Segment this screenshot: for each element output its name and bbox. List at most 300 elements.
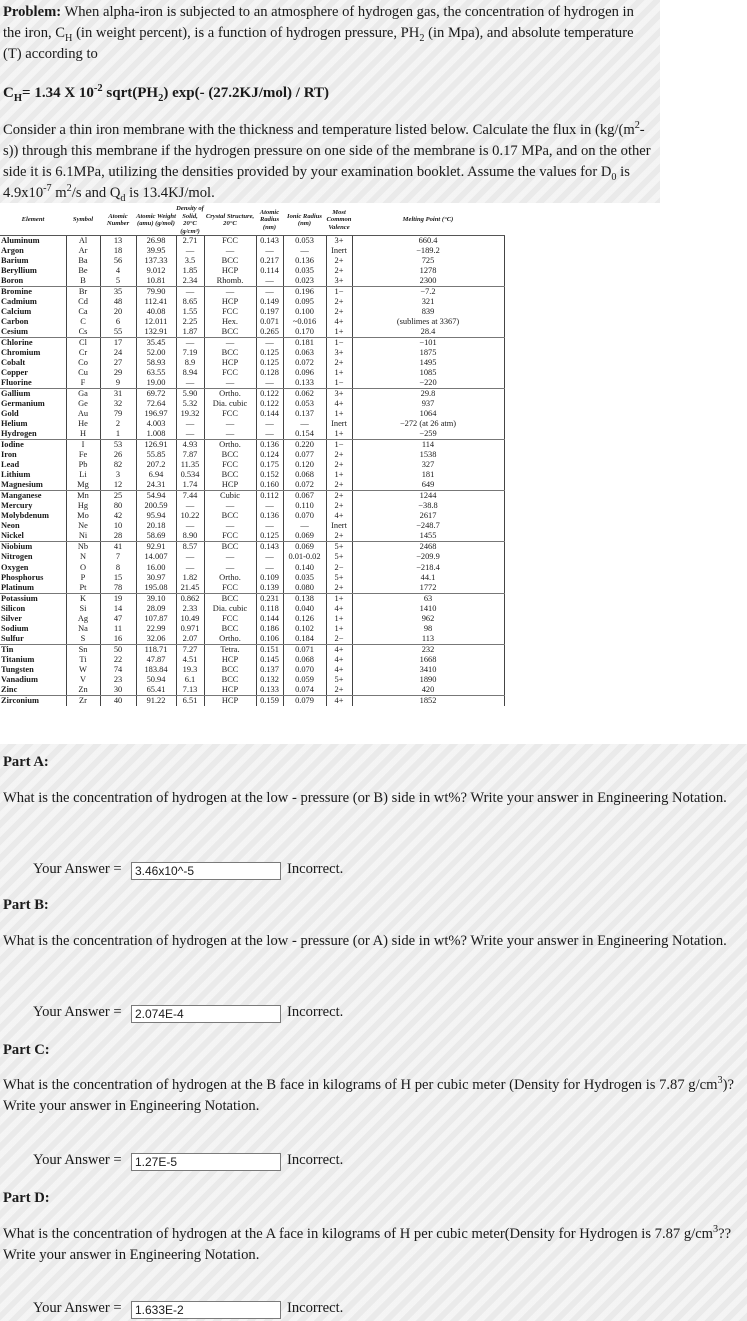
table-cell: —	[256, 563, 283, 573]
element-name-cell: Bromine	[0, 287, 66, 298]
table-cell: −259	[352, 429, 504, 440]
table-cell: —	[176, 338, 204, 349]
table-cell: Dia. cubic	[204, 604, 256, 614]
table-cell: Nb	[66, 542, 100, 553]
table-cell: 0.159	[256, 695, 283, 706]
table-header-cell: Symbol	[66, 205, 100, 236]
table-row	[0, 307, 504, 317]
element-name-cell: Manganese	[0, 491, 66, 502]
table-cell: 17	[100, 338, 136, 349]
table-cell: Ag	[66, 614, 100, 624]
table-cell: −101	[352, 338, 504, 349]
table-row	[0, 573, 504, 583]
element-name-cell: Aluminum	[0, 236, 66, 247]
table-cell: 107.87	[136, 614, 176, 624]
table-cell: 3+	[326, 236, 352, 247]
consider-f: is 13.4KJ/mol.	[125, 185, 215, 201]
part-d-answer-input[interactable]: 1.633E-2	[131, 1301, 281, 1319]
table-cell: —	[204, 563, 256, 573]
table-cell: 132.91	[136, 327, 176, 338]
table-cell: 0.01-0.02	[283, 552, 326, 562]
element-name-cell: Tin	[0, 644, 66, 655]
consider-sub0: 0	[611, 171, 617, 183]
table-cell: HCP	[204, 480, 256, 491]
table-cell: 95.94	[136, 511, 176, 521]
problem-label: Problem:	[3, 4, 62, 20]
element-name-cell: Sulfur	[0, 634, 66, 645]
table-cell: 4+	[326, 695, 352, 706]
table-cell: 0.062	[283, 389, 326, 400]
problem-sub-2: 2	[419, 32, 425, 44]
table-cell: —	[256, 246, 283, 256]
table-cell: 232	[352, 644, 504, 655]
part-d-question	[3, 1224, 743, 1266]
table-row	[0, 378, 504, 389]
table-cell: 0.080	[283, 583, 326, 594]
table-cell: 42	[100, 511, 136, 521]
table-cell: 11.35	[176, 460, 204, 470]
problem-text-2: (in weight percent), is a function of hydrogen pressure, PH	[72, 25, 420, 41]
table-cell: 2−	[326, 634, 352, 645]
table-row	[0, 348, 504, 358]
table-cell: 0.109	[256, 573, 283, 583]
table-cell: Al	[66, 236, 100, 247]
table-cell: 0.053	[283, 236, 326, 247]
table-row	[0, 287, 504, 298]
table-cell: BCC	[204, 511, 256, 521]
table-cell: 40	[100, 695, 136, 706]
part-b-answer-input[interactable]: 2.074E-4	[131, 1005, 281, 1023]
table-cell: 0.186	[256, 624, 283, 634]
table-row	[0, 675, 504, 685]
part-b-answer-label: Your Answer =	[33, 1004, 122, 1020]
table-cell: He	[66, 419, 100, 429]
table-cell: 4+	[326, 399, 352, 409]
table-cell: 2+	[326, 256, 352, 266]
table-cell: HCP	[204, 695, 256, 706]
table-cell: 6.51	[176, 695, 204, 706]
table-cell: 0.143	[256, 542, 283, 553]
table-cell: 8.94	[176, 368, 204, 378]
table-cell: —	[204, 552, 256, 562]
table-cell: 50	[100, 644, 136, 655]
table-cell: HCP	[204, 655, 256, 665]
element-name-cell: Fluorine	[0, 378, 66, 389]
table-cell: HCP	[204, 685, 256, 696]
table-cell: 0.133	[283, 378, 326, 389]
table-cell: 839	[352, 307, 504, 317]
table-cell: 1	[100, 429, 136, 440]
table-cell: Mg	[66, 480, 100, 491]
table-cell: 12.011	[136, 317, 176, 327]
table-cell: −189.2	[352, 246, 504, 256]
eq-part-b: sqrt(PH	[102, 85, 159, 101]
table-cell: W	[66, 665, 100, 675]
table-row	[0, 552, 504, 562]
table-cell: 0.136	[283, 256, 326, 266]
table-cell: 0.096	[283, 368, 326, 378]
table-cell: —	[283, 246, 326, 256]
table-cell: 0.120	[283, 460, 326, 470]
table-cell: 63.55	[136, 368, 176, 378]
table-cell: —	[176, 378, 204, 389]
table-cell: 0.128	[256, 368, 283, 378]
table-cell: 8.9	[176, 358, 204, 368]
part-a-answer-input[interactable]: 3.46x10^-5	[131, 862, 281, 880]
table-cell: 0.077	[283, 450, 326, 460]
table-cell: 32	[100, 399, 136, 409]
table-cell: HCP	[204, 297, 256, 307]
table-cell: 0.067	[283, 491, 326, 502]
table-cell: 0.126	[283, 614, 326, 624]
table-cell: 0.154	[283, 429, 326, 440]
table-cell: 0.071	[283, 644, 326, 655]
table-cell: 0.160	[256, 480, 283, 491]
table-cell: Ortho.	[204, 440, 256, 451]
table-cell: 58.69	[136, 531, 176, 542]
table-cell: Cr	[66, 348, 100, 358]
table-cell: 5+	[326, 552, 352, 562]
table-cell: 6.94	[136, 470, 176, 480]
table-cell: 3+	[326, 389, 352, 400]
table-cell: 14	[100, 604, 136, 614]
table-cell: 55.85	[136, 450, 176, 460]
element-name-cell: Gold	[0, 409, 66, 419]
table-cell: Hg	[66, 501, 100, 511]
table-cell: 30	[100, 685, 136, 696]
table-row	[0, 542, 504, 553]
table-cell: 0.197	[256, 307, 283, 317]
table-row	[0, 276, 504, 287]
table-cell: 4.51	[176, 655, 204, 665]
table-cell: C	[66, 317, 100, 327]
table-cell: 112.41	[136, 297, 176, 307]
table-cell: 0.184	[283, 634, 326, 645]
element-name-cell: Nickel	[0, 531, 66, 542]
consider-d: m	[51, 185, 67, 201]
table-cell: 31	[100, 389, 136, 400]
table-cell: Dia. cubic	[204, 399, 256, 409]
table-cell: 26	[100, 450, 136, 460]
table-cell: 2.33	[176, 604, 204, 614]
table-cell: 98	[352, 624, 504, 634]
table-row	[0, 450, 504, 460]
table-cell: 18	[100, 246, 136, 256]
table-header-cell: Atomic Number	[100, 205, 136, 236]
table-cell: FCC	[204, 614, 256, 624]
table-cell: 0.079	[283, 695, 326, 706]
table-cell: —	[256, 378, 283, 389]
table-cell: 0.112	[256, 491, 283, 502]
table-cell: 0.059	[283, 675, 326, 685]
table-cell: −7.2	[352, 287, 504, 298]
table-row	[0, 256, 504, 266]
part-d-label: Part D:	[3, 1190, 50, 1206]
table-cell: 0.181	[283, 338, 326, 349]
part-c-answer-input[interactable]: 1.27E-5	[131, 1153, 281, 1171]
table-cell: 21.45	[176, 583, 204, 594]
table-cell: −272 (at 26 atm)	[352, 419, 504, 429]
table-cell: 8.57	[176, 542, 204, 553]
table-cell: 28	[100, 531, 136, 542]
table-row	[0, 685, 504, 696]
table-row	[0, 521, 504, 531]
part-d-question-a: What is the concentration of hydrogen at the A face in kilograms of H per cubic meter(Density for Hydrogen is 7.87 g/cm	[3, 1226, 714, 1242]
table-cell: Ortho.	[204, 389, 256, 400]
table-cell: B	[66, 276, 100, 287]
table-row	[0, 624, 504, 634]
table-cell: 2+	[326, 297, 352, 307]
table-cell: —	[256, 276, 283, 287]
table-cell: —	[256, 501, 283, 511]
table-cell: 79.90	[136, 287, 176, 298]
table-cell: 0.144	[256, 409, 283, 419]
table-cell: V	[66, 675, 100, 685]
table-cell: 1455	[352, 531, 504, 542]
table-cell: —	[283, 521, 326, 531]
table-cell: Ca	[66, 307, 100, 317]
table-cell: 20.18	[136, 521, 176, 531]
table-cell: 5+	[326, 573, 352, 583]
eq-sub-2: 2	[158, 93, 164, 104]
table-cell: Rhomb.	[204, 276, 256, 287]
table-cell: 2+	[326, 480, 352, 491]
table-cell: Ortho.	[204, 634, 256, 645]
table-cell: —	[256, 552, 283, 562]
table-cell: 0.152	[256, 470, 283, 480]
table-cell: 0.136	[256, 440, 283, 451]
table-cell: 19.3	[176, 665, 204, 675]
element-name-cell: Argon	[0, 246, 66, 256]
table-cell: 0.125	[256, 348, 283, 358]
table-cell: 1−	[326, 440, 352, 451]
table-cell: 321	[352, 297, 504, 307]
table-cell: 1+	[326, 624, 352, 634]
table-cell: —	[204, 287, 256, 298]
table-cell: 0.170	[283, 327, 326, 338]
part-d-question-sup: 3	[713, 1224, 719, 1236]
consider-sup2: -7	[43, 183, 52, 195]
table-cell: 19.00	[136, 378, 176, 389]
table-cell: —	[176, 287, 204, 298]
table-row	[0, 338, 504, 349]
table-cell: 649	[352, 480, 504, 491]
consider-e: /s and Q	[71, 185, 121, 201]
table-cell: Pt	[66, 583, 100, 594]
table-cell: Inert	[326, 419, 352, 429]
table-cell: H	[66, 429, 100, 440]
table-row	[0, 593, 504, 604]
table-cell: 0.035	[283, 266, 326, 276]
element-name-cell: Nitrogen	[0, 552, 66, 562]
part-a-label: Part A:	[3, 754, 49, 770]
table-cell: 91.22	[136, 695, 176, 706]
table-cell: —	[204, 419, 256, 429]
table-cell: FCC	[204, 460, 256, 470]
table-cell: 7.87	[176, 450, 204, 460]
table-cell: 0.122	[256, 389, 283, 400]
table-cell: 0.102	[283, 624, 326, 634]
table-cell: Cu	[66, 368, 100, 378]
table-cell: 92.91	[136, 542, 176, 553]
element-name-cell: Boron	[0, 276, 66, 287]
consider-a: Consider a thin iron membrane with the thickness and temperature listed below. Calculate the flux in (kg/(m	[3, 122, 635, 138]
table-cell: Ni	[66, 531, 100, 542]
table-cell: 0.070	[283, 511, 326, 521]
element-name-cell: Neon	[0, 521, 66, 531]
table-cell: 35.45	[136, 338, 176, 349]
table-cell: 2+	[326, 358, 352, 368]
table-cell: 29.8	[352, 389, 504, 400]
table-row	[0, 634, 504, 645]
table-cell: —	[256, 419, 283, 429]
table-cell: 0.217	[256, 256, 283, 266]
part-a-question: What is the concentration of hydrogen at the low - pressure (or B) side in wt%? Write your answer in Engineering Notation.	[3, 790, 727, 806]
table-cell: —	[176, 501, 204, 511]
table-cell: 54.94	[136, 491, 176, 502]
table-cell: 2+	[326, 266, 352, 276]
table-cell: 7.27	[176, 644, 204, 655]
table-cell: 58.93	[136, 358, 176, 368]
table-cell: 0.136	[256, 511, 283, 521]
table-cell: —	[176, 419, 204, 429]
table-cell: 0.231	[256, 593, 283, 604]
table-cell: 0.095	[283, 297, 326, 307]
table-cell: 7.44	[176, 491, 204, 502]
table-cell: 0.035	[283, 573, 326, 583]
element-name-cell: Potassium	[0, 593, 66, 604]
table-cell: 10.49	[176, 614, 204, 624]
table-cell: 0.053	[283, 399, 326, 409]
element-name-cell: Platinum	[0, 583, 66, 594]
table-cell: Zr	[66, 695, 100, 706]
table-cell: Ortho.	[204, 573, 256, 583]
table-row	[0, 409, 504, 419]
table-cell: —	[204, 429, 256, 440]
table-cell: 0.265	[256, 327, 283, 338]
table-cell: 50.94	[136, 675, 176, 685]
table-header-cell: Element	[0, 205, 66, 236]
table-cell: 0.125	[256, 358, 283, 368]
table-cell: 19.32	[176, 409, 204, 419]
element-name-cell: Cobalt	[0, 358, 66, 368]
element-name-cell: Copper	[0, 368, 66, 378]
table-cell: 1.85	[176, 266, 204, 276]
table-cell: 0.040	[283, 604, 326, 614]
table-cell: 2+	[326, 491, 352, 502]
table-cell: 1+	[326, 409, 352, 419]
element-name-cell: Germanium	[0, 399, 66, 409]
table-cell: —	[256, 338, 283, 349]
table-cell: 2468	[352, 542, 504, 553]
table-cell: 1.74	[176, 480, 204, 491]
table-cell: 2+	[326, 307, 352, 317]
element-name-cell: Cadmium	[0, 297, 66, 307]
element-name-cell: Lead	[0, 460, 66, 470]
table-cell: 32.06	[136, 634, 176, 645]
table-cell: ~0.016	[283, 317, 326, 327]
table-cell: 4.93	[176, 440, 204, 451]
table-cell: 6	[100, 317, 136, 327]
table-cell: 183.84	[136, 665, 176, 675]
table-row	[0, 429, 504, 440]
element-name-cell: Zirconium	[0, 695, 66, 706]
table-cell: BCC	[204, 665, 256, 675]
table-cell: 0.068	[283, 655, 326, 665]
table-cell: Cl	[66, 338, 100, 349]
table-cell: —	[176, 429, 204, 440]
table-cell: Cd	[66, 297, 100, 307]
table-cell: Ge	[66, 399, 100, 409]
part-a-answer-label: Your Answer =	[33, 861, 122, 877]
element-name-cell: Helium	[0, 419, 66, 429]
table-cell: Inert	[326, 521, 352, 531]
table-cell: F	[66, 378, 100, 389]
table-cell: 10	[100, 521, 136, 531]
table-cell: 3.5	[176, 256, 204, 266]
element-name-cell: Niobium	[0, 542, 66, 553]
table-cell: 0.139	[256, 583, 283, 594]
table-cell: 1410	[352, 604, 504, 614]
table-cell: 0.862	[176, 593, 204, 604]
table-row	[0, 614, 504, 624]
table-cell: 3410	[352, 665, 504, 675]
table-cell: 2.07	[176, 634, 204, 645]
table-cell: Mo	[66, 511, 100, 521]
table-cell: —	[204, 338, 256, 349]
part-b-question: What is the concentration of hydrogen at the low - pressure (or A) side in wt%? Write your answer in Engineering Notation.	[3, 933, 727, 949]
table-cell: 0.072	[283, 358, 326, 368]
table-cell: Mn	[66, 491, 100, 502]
table-row	[0, 246, 504, 256]
table-cell: Inert	[326, 246, 352, 256]
table-row	[0, 480, 504, 491]
table-cell: Ti	[66, 655, 100, 665]
table-cell: 195.08	[136, 583, 176, 594]
table-cell: Ba	[66, 256, 100, 266]
table-cell: 1.008	[136, 429, 176, 440]
table-row	[0, 460, 504, 470]
table-cell: 118.71	[136, 644, 176, 655]
table-cell: 16.00	[136, 563, 176, 573]
table-cell: FCC	[204, 583, 256, 594]
table-cell: FCC	[204, 409, 256, 419]
table-cell: 0.143	[256, 236, 283, 247]
table-cell: I	[66, 440, 100, 451]
table-cell: 3+	[326, 276, 352, 287]
table-cell: 80	[100, 501, 136, 511]
table-cell: HCP	[204, 266, 256, 276]
table-cell: Cs	[66, 327, 100, 338]
element-name-cell: Barium	[0, 256, 66, 266]
part-d-status: Incorrect.	[287, 1300, 344, 1316]
table-cell: 7.19	[176, 348, 204, 358]
table-header-row	[0, 205, 504, 236]
table-cell: 4+	[326, 604, 352, 614]
table-cell: 2	[100, 419, 136, 429]
table-cell: BCC	[204, 675, 256, 685]
table-row	[0, 236, 504, 247]
table-cell: —	[176, 521, 204, 531]
table-cell: Pb	[66, 460, 100, 470]
table-cell: Si	[66, 604, 100, 614]
table-cell: 79	[100, 409, 136, 419]
table-cell: 10.81	[136, 276, 176, 287]
element-name-cell: Phosphorus	[0, 573, 66, 583]
table-cell: 0.175	[256, 460, 283, 470]
table-cell: 19	[100, 593, 136, 604]
table-cell: (sublimes at 3367)	[352, 317, 504, 327]
